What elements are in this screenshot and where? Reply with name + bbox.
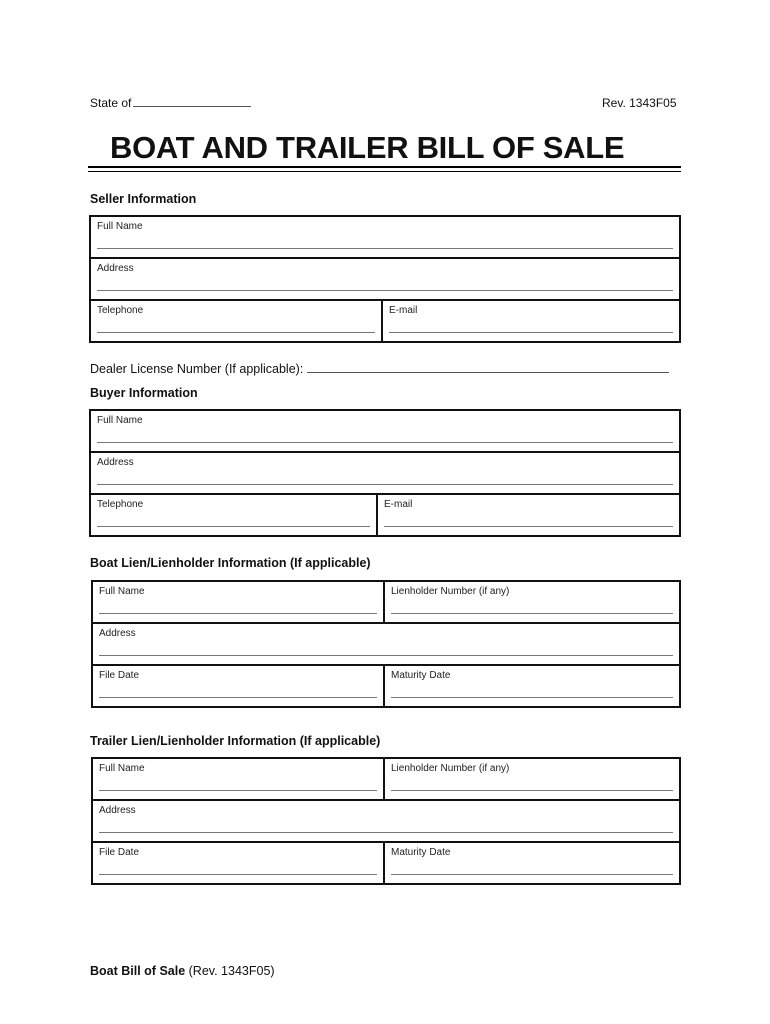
buyer-email-label: E-mail [384, 499, 413, 510]
seller-address-field[interactable] [90, 258, 680, 300]
dealer-license-line[interactable] [307, 362, 669, 373]
trailer-lien-full-name-line[interactable] [99, 790, 377, 791]
buyer-email-field[interactable] [377, 494, 680, 536]
seller-email-label: E-mail [389, 305, 418, 316]
buyer-address-field[interactable] [90, 452, 680, 494]
seller-email-field[interactable] [382, 300, 680, 342]
footer-revision: (Rev. 1343F05) [188, 964, 275, 978]
buyer-telephone-field[interactable] [90, 494, 377, 536]
trailer-lien-heading: Trailer Lien/Lienholder Information (If applicable) [90, 734, 381, 748]
boat-lien-heading: Boat Lien/Lienholder Information (If applicable) [90, 556, 371, 570]
dealer-license-label: Dealer License Number (If applicable): [90, 362, 304, 376]
seller-full-name-label: Full Name [97, 221, 143, 232]
buyer-full-name-label: Full Name [97, 415, 143, 426]
boat-lienholder-number-label: Lienholder Number (if any) [391, 586, 510, 597]
trailer-lienholder-number-line[interactable] [391, 790, 673, 791]
trailer-lien-file-date-label: File Date [99, 847, 140, 858]
trailer-lien-address-label: Address [99, 805, 136, 816]
page-title: BOAT AND TRAILER BILL OF SALE [110, 130, 625, 165]
trailer-lien-address-field[interactable] [92, 800, 680, 842]
buyer-telephone-label: Telephone [97, 499, 144, 510]
boat-lien-file-date-field[interactable] [92, 665, 384, 707]
boat-lien-full-name-field[interactable] [92, 581, 384, 623]
trailer-lien-full-name-field[interactable] [92, 758, 384, 800]
boat-lien-table [91, 580, 681, 708]
title-underline [88, 166, 681, 168]
boat-lien-full-name-label: Full Name [99, 586, 145, 597]
trailer-lienholder-number-label: Lienholder Number (if any) [391, 763, 510, 774]
boat-lien-address-line[interactable] [99, 655, 673, 656]
state-input-line[interactable] [133, 97, 251, 107]
buyer-email-line[interactable] [384, 526, 673, 527]
buyer-full-name-field[interactable] [90, 410, 680, 452]
revision-number: Rev. 1343F05 [602, 96, 677, 110]
seller-heading: Seller Information [90, 192, 197, 206]
state-label: State of [90, 96, 132, 110]
buyer-heading: Buyer Information [90, 386, 198, 400]
footer [90, 964, 275, 978]
trailer-lien-maturity-date-field[interactable] [384, 842, 680, 884]
title-underline-secondary [88, 171, 681, 172]
footer-title: Boat Bill of Sale [90, 964, 186, 978]
trailer-lien-maturity-date-label: Maturity Date [391, 847, 451, 858]
seller-email-line[interactable] [389, 332, 673, 333]
boat-lienholder-number-line[interactable] [391, 613, 673, 614]
seller-table [89, 215, 681, 343]
seller-telephone-label: Telephone [97, 305, 144, 316]
trailer-lien-file-date-line[interactable] [99, 874, 377, 875]
trailer-lien-maturity-date-line[interactable] [391, 874, 673, 875]
buyer-table [89, 409, 681, 537]
trailer-lien-full-name-label: Full Name [99, 763, 145, 774]
seller-full-name-field[interactable] [90, 216, 680, 258]
seller-address-label: Address [97, 263, 134, 274]
boat-lien-maturity-date-label: Maturity Date [391, 670, 451, 681]
seller-address-line[interactable] [97, 290, 673, 291]
trailer-lien-address-line[interactable] [99, 832, 673, 833]
buyer-address-line[interactable] [97, 484, 673, 485]
boat-lien-address-label: Address [99, 628, 136, 639]
boat-lien-full-name-line[interactable] [99, 613, 377, 614]
trailer-lien-table [91, 757, 681, 885]
seller-telephone-field[interactable] [90, 300, 382, 342]
boat-lien-file-date-label: File Date [99, 670, 140, 681]
boat-lien-address-field[interactable] [92, 623, 680, 665]
boat-lien-file-date-line[interactable] [99, 697, 377, 698]
boat-lien-maturity-date-field[interactable] [384, 665, 680, 707]
boat-lien-maturity-date-line[interactable] [391, 697, 673, 698]
buyer-address-label: Address [97, 457, 134, 468]
buyer-telephone-line[interactable] [97, 526, 370, 527]
trailer-lienholder-number-field[interactable] [384, 758, 680, 800]
state-field[interactable] [90, 96, 251, 110]
dealer-license-field[interactable] [90, 362, 669, 376]
boat-lienholder-number-field[interactable] [384, 581, 680, 623]
buyer-full-name-line[interactable] [97, 442, 673, 443]
seller-telephone-line[interactable] [97, 332, 375, 333]
seller-full-name-line[interactable] [97, 248, 673, 249]
trailer-lien-file-date-field[interactable] [92, 842, 384, 884]
